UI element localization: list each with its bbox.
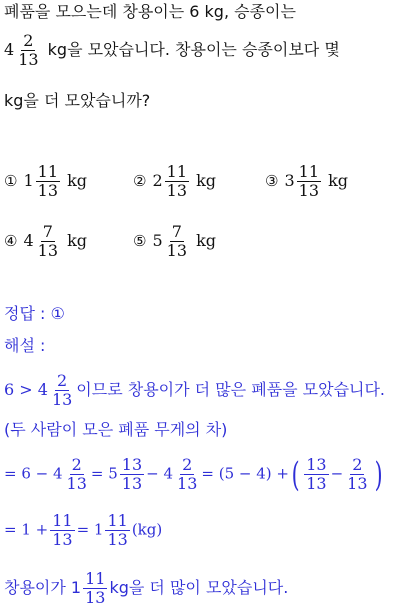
explanation-compare <box>4 372 385 409</box>
denominator: 13 <box>347 474 368 493</box>
numerator: 11 <box>37 162 58 181</box>
denominator: 13 <box>66 474 87 493</box>
fraction <box>165 163 189 200</box>
final-answer <box>4 570 288 607</box>
explanation-text: (두 사람이 모은 폐품 무게의 차) <box>4 420 228 439</box>
fraction <box>165 223 189 260</box>
equation-part: − <box>330 464 344 483</box>
question-line-3 <box>4 91 150 111</box>
numerator: 2 <box>57 371 68 390</box>
numerator: 11 <box>298 162 319 181</box>
choice-mark: ④ <box>4 232 18 250</box>
question-text: 폐품을 모으는데 창용이는 6 kg, 승종이는 <box>4 2 296 21</box>
choice-mark: ③ <box>265 172 279 190</box>
fraction <box>16 32 40 69</box>
fraction <box>304 456 328 493</box>
fraction <box>83 570 107 607</box>
numerator: 11 <box>107 511 128 530</box>
numerator: 7 <box>171 222 182 241</box>
final-answer-text: kg을 더 많이 모았습니다. <box>109 578 289 597</box>
fraction <box>36 223 60 260</box>
equation-line-2 <box>4 512 162 549</box>
equation-part: = 1 + <box>4 520 49 539</box>
question-line-1 <box>4 2 296 22</box>
denominator: 13 <box>121 474 143 493</box>
final-answer-text: 창용이가 1 <box>4 578 82 597</box>
difference-note <box>4 420 227 440</box>
choice-3[interactable] <box>265 163 348 200</box>
answer-text: 정답 : ① <box>4 304 65 323</box>
unit: kg <box>67 171 88 190</box>
fraction <box>297 163 321 200</box>
right-paren: ) <box>374 454 383 495</box>
mixed-number-whole: 3 <box>284 171 295 190</box>
denominator: 13 <box>177 474 198 493</box>
numerator: 2 <box>352 455 363 474</box>
mixed-number-whole: 4 <box>23 231 34 250</box>
fraction <box>50 372 74 409</box>
explanation-text: 이므로 창용이가 더 많은 폐품을 모았습니다. <box>76 380 386 399</box>
fraction <box>50 512 74 549</box>
explanation-label <box>4 336 45 356</box>
choice-4[interactable] <box>4 223 87 260</box>
numerator: 11 <box>52 511 73 530</box>
equation-part: = (5 − 4) + <box>201 464 289 483</box>
fraction <box>65 456 89 493</box>
unit: kg <box>328 171 349 190</box>
fraction <box>175 456 199 493</box>
numerator: 2 <box>71 455 82 474</box>
choice-5[interactable] <box>133 223 216 260</box>
numerator: 11 <box>166 162 187 181</box>
fraction <box>36 163 60 200</box>
equation-line-1 <box>4 456 385 493</box>
denominator: 13 <box>166 241 187 260</box>
unit: kg <box>196 171 217 190</box>
denominator: 13 <box>18 50 39 69</box>
choice-1[interactable] <box>4 163 87 200</box>
mixed-number-whole: 2 <box>152 171 163 190</box>
explanation-title: 해설 : <box>4 336 46 355</box>
denominator: 13 <box>166 181 187 200</box>
choice-mark: ① <box>4 172 18 190</box>
numerator: 13 <box>306 455 327 474</box>
numerator: 2 <box>182 455 193 474</box>
fraction <box>345 456 369 493</box>
numerator: 13 <box>121 455 143 474</box>
equation-part: = 6 − 4 <box>4 464 63 483</box>
denominator: 13 <box>51 390 73 409</box>
choice-mark: ⑤ <box>133 232 147 250</box>
choice-mark: ② <box>133 172 147 190</box>
equation-part: (kg) <box>131 520 163 539</box>
question-line-2 <box>4 32 340 69</box>
equation-part: = 1 <box>76 520 104 539</box>
answer-label <box>4 304 65 324</box>
question-text: kg을 더 모았습니까? <box>4 91 151 110</box>
mixed-number-whole: 5 <box>152 231 163 250</box>
numerator: 11 <box>85 569 106 588</box>
denominator: 13 <box>306 474 327 493</box>
denominator: 13 <box>298 181 319 200</box>
denominator: 13 <box>37 181 58 200</box>
fraction <box>105 512 129 549</box>
denominator: 13 <box>107 530 128 549</box>
unit: kg <box>196 231 217 250</box>
compare-expression: 6 > 4 <box>4 380 48 399</box>
choice-2[interactable] <box>133 163 216 200</box>
left-paren: ( <box>291 454 300 495</box>
numerator: 7 <box>42 222 53 241</box>
equation-part: = 5 <box>90 464 118 483</box>
mixed-number-whole: 1 <box>23 171 34 190</box>
denominator: 13 <box>37 241 58 260</box>
denominator: 13 <box>85 588 106 607</box>
unit: kg <box>67 231 88 250</box>
question-text: kg을 모았습니다. 창용이는 승종이보다 몇 <box>47 40 340 59</box>
mixed-number-whole: 4 <box>4 40 15 59</box>
denominator: 13 <box>52 530 73 549</box>
numerator: 2 <box>23 31 34 50</box>
equation-part: − 4 <box>146 464 174 483</box>
fraction <box>120 456 144 493</box>
